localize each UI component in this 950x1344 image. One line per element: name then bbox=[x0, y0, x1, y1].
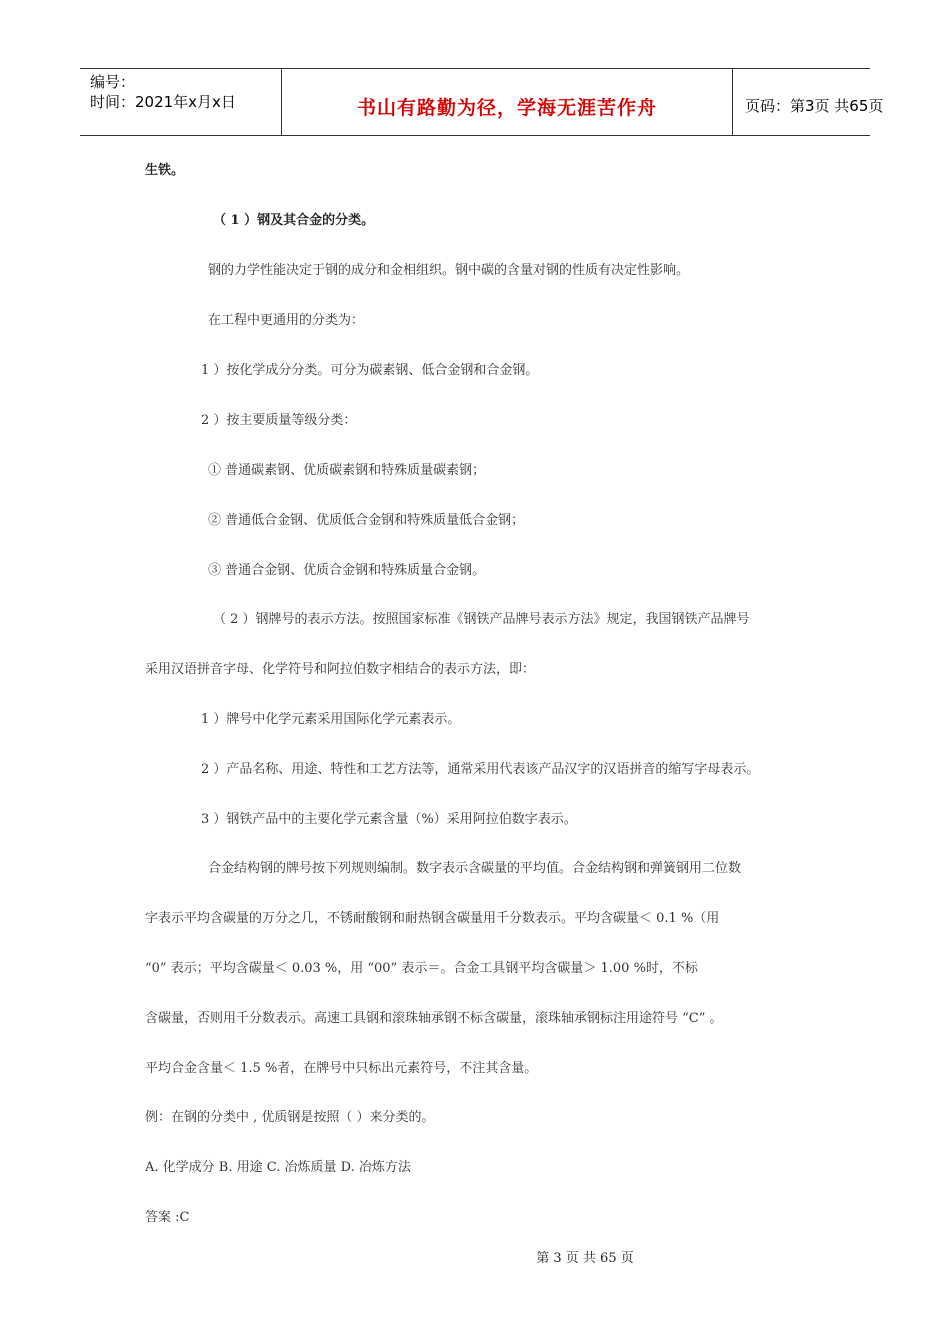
text-line: 2 ）产品名称、用途、特性和工艺方法等，通常采用代表该产品汉字的汉语拼音的缩写字母表示。 bbox=[201, 762, 760, 777]
text-line: 生铁。 bbox=[145, 163, 185, 178]
text-line: ① 普通碳素钢、优质碳素钢和特殊质量碳素钢； bbox=[208, 463, 486, 478]
header-middle-cell bbox=[281, 69, 733, 135]
answer-options: A. 化学成分 B. 用途 C. 冶炼质量 D. 冶炼方法 bbox=[145, 1160, 411, 1175]
date-label: 时间：2021年x月x日 bbox=[90, 93, 236, 111]
section-heading: （ 1 ）钢及其合金的分类。 bbox=[213, 213, 375, 228]
text-line: 1 ）按化学成分分类。可分为碳素钢、低合金钢和合金钢。 bbox=[201, 363, 539, 378]
motto-text: 书山有路勤为径，学海无涯苦作舟 bbox=[356, 97, 657, 119]
header-table bbox=[80, 68, 884, 136]
text-line: 含碳量，否则用千分数表示。高速工具钢和滚珠轴承钢不标含碳量，滚珠轴承钢标注用途符号 “C” 。 bbox=[145, 1011, 723, 1026]
text-line: “0” 表示；平均含碳量＜ 0.03 %，用 “00” 表示＝。合金工具钢平均含碳量＞ 1.00 %时，不标 bbox=[145, 961, 698, 976]
page-code: 页码：第3页 共65页 bbox=[745, 97, 884, 115]
header-left-cell bbox=[80, 69, 281, 135]
text-line: 在工程中更通用的分类为： bbox=[208, 313, 365, 328]
header-right-cell bbox=[733, 69, 884, 135]
example-question: 例：在钢的分类中 , 优质钢是按照（ ）来分类的。 bbox=[145, 1110, 435, 1125]
text-line: 2 ）按主要质量等级分类： bbox=[201, 413, 357, 428]
number-label: 编号： bbox=[90, 73, 136, 91]
text-line: 字表示平均含碳量的万分之几，不锈耐酸钢和耐热钢含碳量用千分数表示。平均含碳量＜ 0.1 %（用 bbox=[145, 911, 720, 926]
text-line: ③ 普通合金钢、优质合金钢和特殊质量合金钢。 bbox=[208, 563, 486, 578]
text-line: （ 2 ）钢牌号的表示方法。按照国家标准《钢铁产品牌号表示方法》规定，我国钢铁产品牌号 bbox=[213, 612, 750, 627]
text-line: 合金结构钢的牌号按下列规则编制。数字表示含碳量的平均值。合金结构钢和弹簧钢用二位数 bbox=[208, 861, 742, 876]
text-line: ② 普通低合金钢、优质低合金钢和特殊质量低合金钢； bbox=[208, 513, 525, 528]
answer-text: 答案 :C bbox=[145, 1210, 190, 1225]
text-line: 钢的力学性能决定于钢的成分和金相组织。钢中碳的含量对钢的性质有决定性影响。 bbox=[208, 263, 690, 278]
text-line: 1 ）牌号中化学元素采用国际化学元素表示。 bbox=[201, 712, 461, 727]
text-line: 3 ）钢铁产品中的主要化学元素含量（%）采用阿拉伯数字表示。 bbox=[201, 812, 577, 827]
text-line: 采用汉语拼音字母、化学符号和阿拉伯数字相结合的表示方法，即： bbox=[145, 662, 536, 677]
page-footer: 第 3 页 共 65 页 bbox=[536, 1251, 634, 1266]
text-line: 平均合金含量＜ 1.5 %者，在牌号中只标出元素符号，不注其含量。 bbox=[145, 1061, 538, 1076]
